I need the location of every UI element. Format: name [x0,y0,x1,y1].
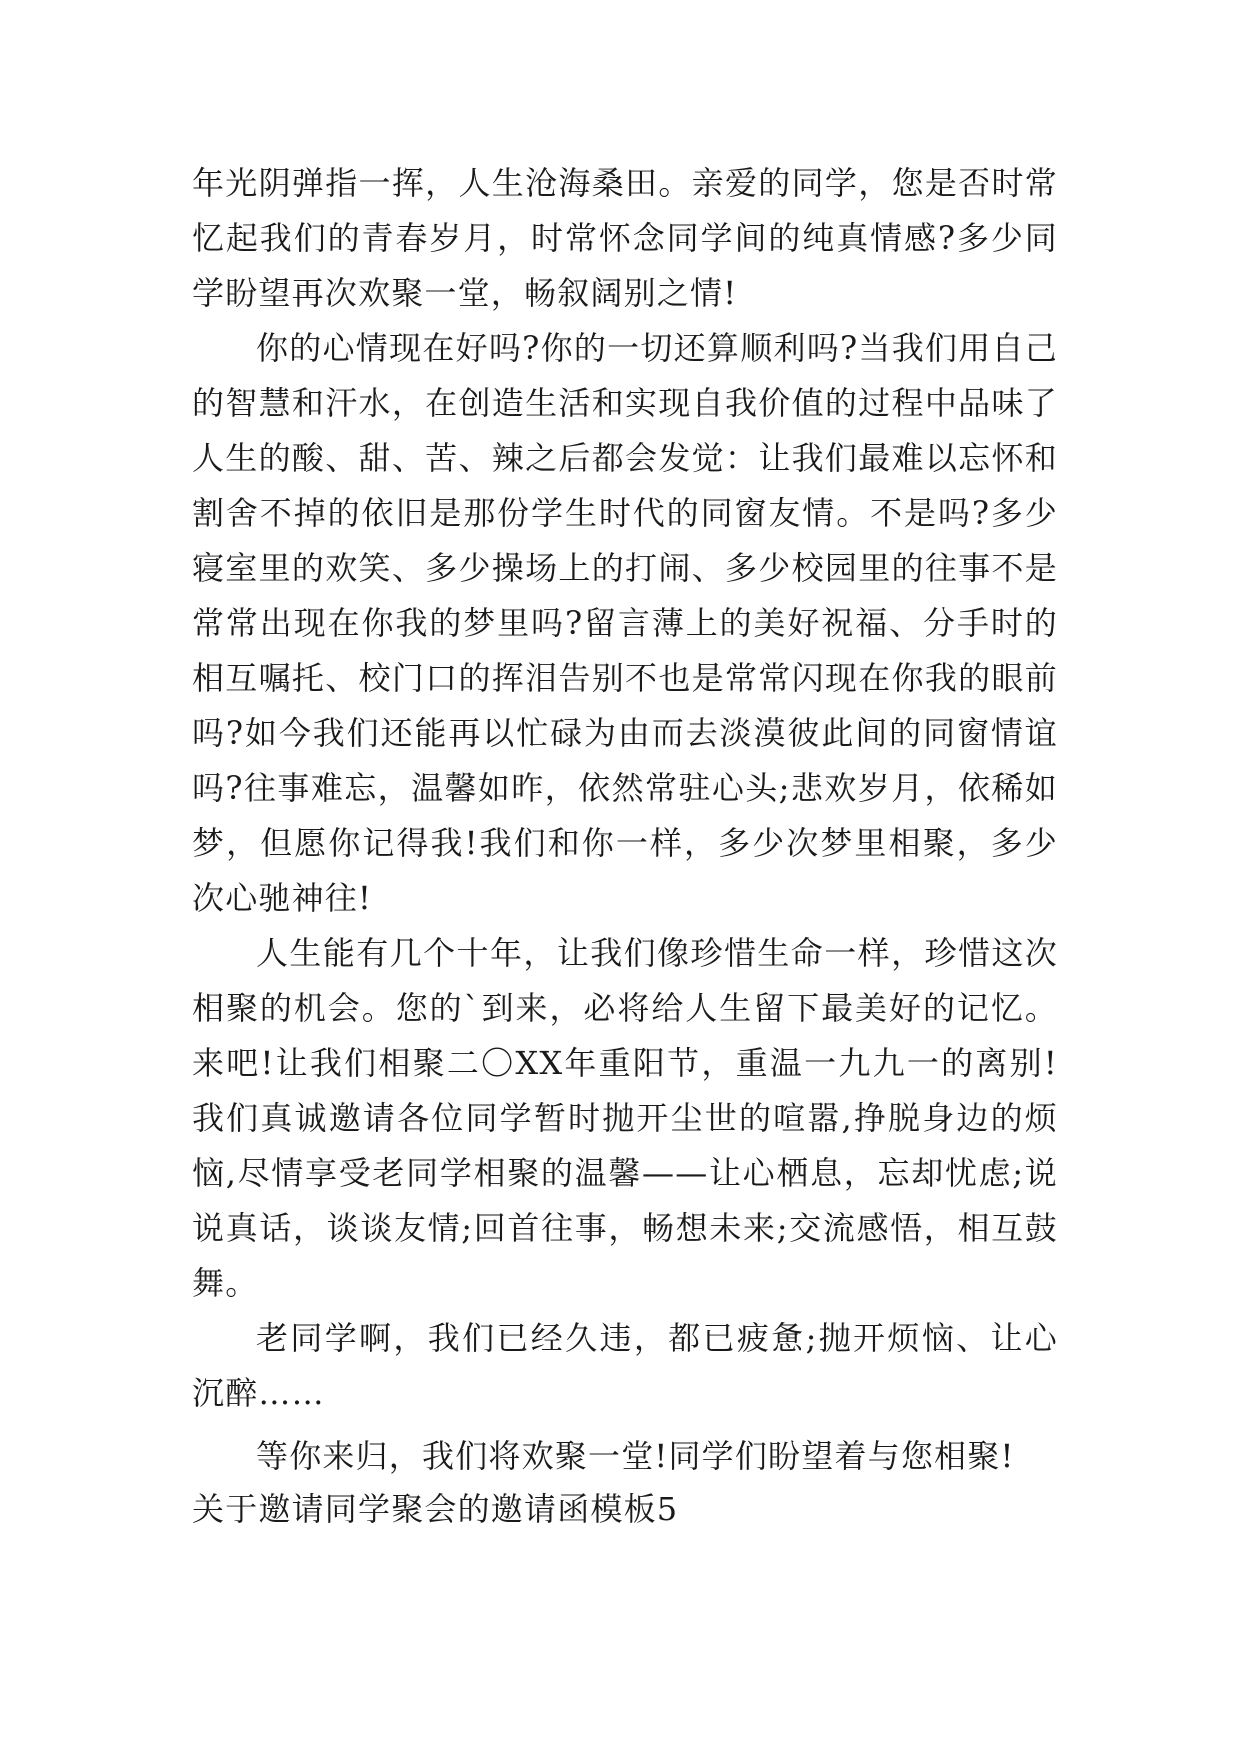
paragraph-memories: 你的心情现在好吗?你的一切还算顺利吗?当我们用自己的智慧和汗水，在创造生活和实现自我价值的过程中品味了人生的酸、甜、苦、辣之后都会发觉：让我们最难以忘怀和割舍不掉的依旧是那份学生时代的同窗友情。不是吗?多少寝室里的欢笑、多少操场上的打闹、多少校园里的往事不是常常出现在你我的梦里吗?留言薄上的美好祝福、分手时的相互嘱托、校门口的挥泪告别不也是常常闪现在你我的眼前吗?如今我们还能再以忙碌为由而去淡漠彼此间的同窗情谊吗?往事难忘，温馨如昨，依然常驻心头;悲欢岁月，依稀如梦，但愿你记得我!我们和你一样，多少次梦里相聚，多少次心驰神往! [192,329,1058,917]
letter-body [192,156,1058,1534]
paragraph-old-classmates: 老同学啊，我们已经久违，都已疲惫;抛开烦恼、让心沉醉…… [192,1319,1058,1412]
paragraph-invitation: 人生能有几个十年，让我们像珍惜生命一样，珍惜这次相聚的机会。您的`到来，必将给人生留下最美好的记忆。来吧!让我们相聚二〇XX年重阳节，重温一九九一的离别!我们真诚邀请各位同学暂时抛开尘世的喧嚣,挣脱身边的烦恼,尽情享受老同学相聚的温馨——让心栖息，忘却忧虑;说说真话，谈谈友情;回首往事，畅想未来;交流感悟，相互鼓舞。 [192,934,1058,1302]
paragraph-opening: 年光阴弹指一挥，人生沧海桑田。亲爱的同学，您是否时常忆起我们的青春岁月，时常怀念同学间的纯真情感?多少同学盼望再次欢聚一堂，畅叙阔别之情! [192,164,1058,312]
next-template-heading: 关于邀请同学聚会的邀请函模板5 [192,1490,679,1528]
paragraph-closing: 等你来归，我们将欢聚一堂!同学们盼望着与您相聚! [256,1437,1015,1475]
